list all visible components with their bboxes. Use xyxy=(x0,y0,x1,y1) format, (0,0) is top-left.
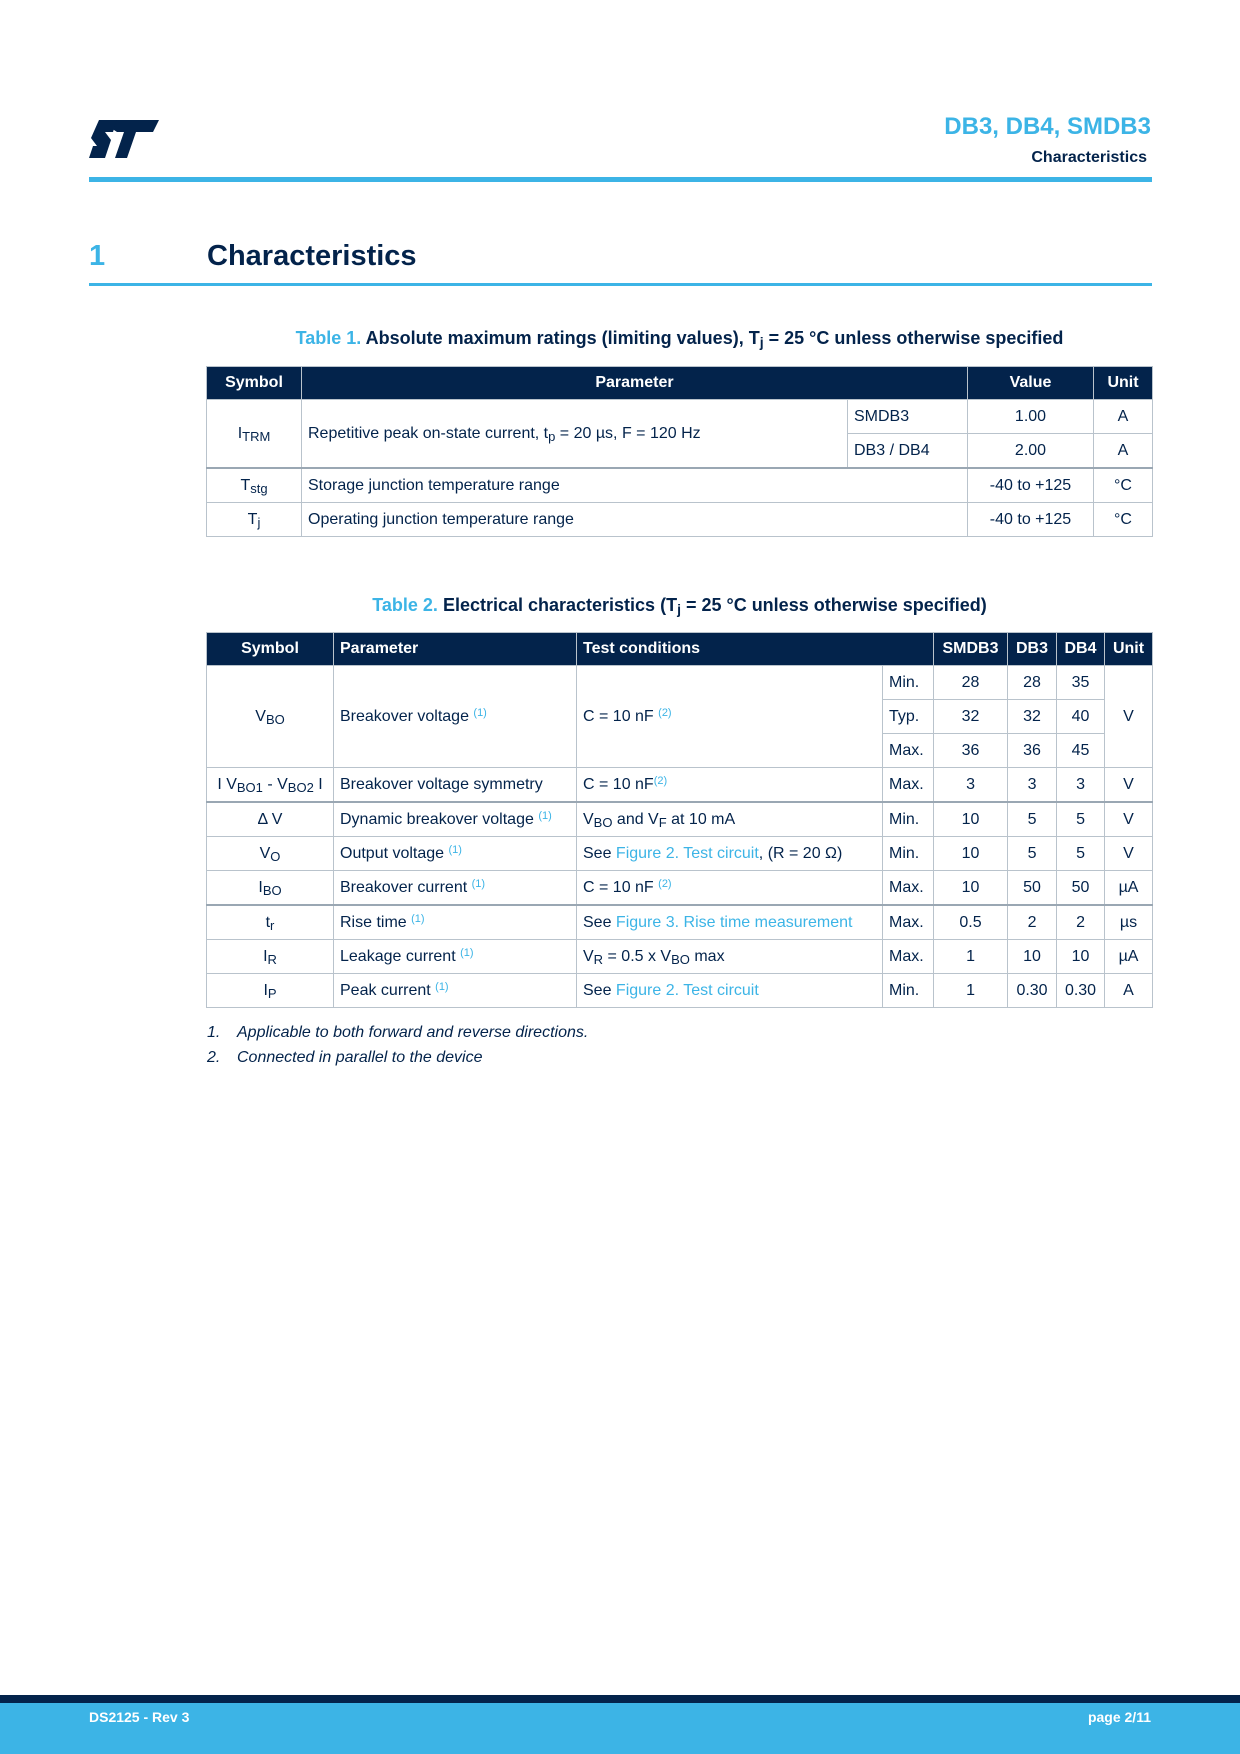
symbol-subscript: O xyxy=(270,848,281,864)
section-title: Characteristics xyxy=(207,240,417,272)
conditions-text: See xyxy=(583,981,616,999)
symbol-subscript: R xyxy=(267,951,277,967)
unit-cell: A xyxy=(1094,400,1153,434)
table-header-row xyxy=(207,633,1153,666)
unit-cell: A xyxy=(1094,434,1153,469)
unit-cell: A xyxy=(1105,974,1153,1008)
conditions-cell xyxy=(577,974,883,1008)
symbol-cell xyxy=(207,871,334,906)
col-parameter: Parameter xyxy=(334,633,577,666)
conditions-cell xyxy=(577,802,883,837)
conditions-text: and V xyxy=(612,810,659,828)
symbol-subscript: TRM xyxy=(242,428,271,444)
table-row xyxy=(207,768,1153,803)
unit-cell: V xyxy=(1105,802,1153,837)
symbol-subscript: BO xyxy=(262,882,282,898)
parameter-cell: Breakover voltage symmetry xyxy=(334,768,577,803)
table-row xyxy=(207,802,1153,837)
parameter-cell: Operating junction temperature range xyxy=(302,503,968,537)
conditions-text: at 10 mA xyxy=(666,810,736,828)
conditions-text: See xyxy=(583,844,616,862)
conditions-text: See xyxy=(583,913,616,931)
limit-cell: Max. xyxy=(883,940,934,974)
table-row xyxy=(207,871,1153,906)
parameter-text: Breakover current xyxy=(340,878,472,896)
table-notes xyxy=(207,1020,588,1070)
col-symbol: Symbol xyxy=(207,367,302,400)
unit-cell: V xyxy=(1105,666,1153,768)
parameter-text: Rise time xyxy=(340,913,412,931)
note-number: 1. xyxy=(207,1023,221,1041)
db3-value: 32 xyxy=(1008,700,1057,734)
conditions-cell xyxy=(577,905,883,940)
symbol-subscript: r xyxy=(270,917,275,933)
symbol-text: I xyxy=(263,981,268,999)
figure-2-link[interactable]: Figure 2. Test circuit xyxy=(615,981,759,999)
parameter-text: Peak current xyxy=(340,981,436,999)
symbol-cell xyxy=(207,974,334,1008)
footnote-ref[interactable]: (1) xyxy=(435,980,449,993)
value-cell: 2.00 xyxy=(968,434,1094,469)
parameter-text-end: = 20 µs, F = 120 Hz xyxy=(555,424,701,442)
symbol-text: - V xyxy=(262,775,288,793)
col-unit: Unit xyxy=(1105,633,1153,666)
figure-3-link[interactable]: Figure 3. Rise time measurement xyxy=(615,913,853,931)
col-db4: DB4 xyxy=(1057,633,1105,666)
unit-cell: °C xyxy=(1094,503,1153,537)
table1-caption-text: Absolute maximum ratings (limiting values), T xyxy=(365,328,760,348)
document-id: DS2125 - Rev 3 xyxy=(89,1709,190,1725)
db4-value: 40 xyxy=(1057,700,1105,734)
db4-value: 5 xyxy=(1057,837,1105,871)
col-value: Value xyxy=(968,367,1094,400)
parameter-subscript: p xyxy=(548,428,556,444)
smdb3-value: 1 xyxy=(934,940,1008,974)
note-text: Applicable to both forward and reverse directions. xyxy=(237,1023,589,1041)
variant-cell: SMDB3 xyxy=(848,400,968,434)
symbol-text: I xyxy=(313,775,323,793)
table-row xyxy=(207,400,1153,434)
symbol-subscript: BO1 xyxy=(236,779,263,795)
table1-caption-label[interactable]: Table 1. xyxy=(295,328,362,348)
col-unit: Unit xyxy=(1094,367,1153,400)
table2-caption-text-end: = 25 °C unless otherwise specified) xyxy=(680,595,987,615)
conditions-cell xyxy=(577,768,883,803)
symbol-text: V xyxy=(255,707,266,725)
limit-cell: Max. xyxy=(883,871,934,906)
footnote-ref[interactable]: (1) xyxy=(538,809,552,822)
db3-value: 10 xyxy=(1008,940,1057,974)
st-logo-icon xyxy=(89,120,159,158)
symbol-cell xyxy=(207,468,302,503)
symbol-text: I xyxy=(237,424,243,442)
parameter-cell xyxy=(334,802,577,837)
parameter-text: Leakage current xyxy=(340,947,461,965)
smdb3-value: 10 xyxy=(934,802,1008,837)
conditions-text: max xyxy=(689,947,725,965)
symbol-cell xyxy=(207,503,302,537)
table2-caption-text: Electrical characteristics (T xyxy=(442,595,678,615)
db4-value: 2 xyxy=(1057,905,1105,940)
symbol-text: T xyxy=(240,476,251,494)
conditions-text: V xyxy=(583,947,594,965)
variant-cell: DB3 / DB4 xyxy=(848,434,968,469)
conditions-cell xyxy=(577,940,883,974)
parameter-cell: Storage junction temperature range xyxy=(302,468,968,503)
symbol-subscript: j xyxy=(257,514,261,530)
smdb3-value: 1 xyxy=(934,974,1008,1008)
table1-caption-sub: j xyxy=(759,334,764,350)
table2-caption-sub: j xyxy=(677,601,681,617)
col-symbol: Symbol xyxy=(207,633,334,666)
symbol-text: I xyxy=(258,878,263,896)
parameter-text: Breakover voltage xyxy=(340,707,474,725)
limit-cell: Max. xyxy=(883,734,934,768)
unit-cell: V xyxy=(1105,768,1153,803)
table-row xyxy=(207,468,1153,503)
db3-value: 50 xyxy=(1008,871,1057,906)
electrical-characteristics-table xyxy=(206,632,1153,1008)
db4-value: 5 xyxy=(1057,802,1105,837)
section-rule xyxy=(89,283,1152,286)
absolute-maximum-ratings-table xyxy=(206,366,1153,537)
symbol-text: V xyxy=(259,844,271,862)
db3-value: 5 xyxy=(1008,837,1057,871)
db4-value: 0.30 xyxy=(1057,974,1105,1008)
conditions-text: , (R = 20 Ω) xyxy=(758,844,843,862)
footnote-ref[interactable]: (2) xyxy=(658,877,672,890)
conditions-text: C = 10 nF xyxy=(583,707,659,725)
db3-value: 28 xyxy=(1008,666,1057,700)
table2-caption-label[interactable]: Table 2. xyxy=(372,595,438,615)
unit-cell: V xyxy=(1105,837,1153,871)
conditions-text: = 0.5 x V xyxy=(603,947,672,965)
smdb3-value: 10 xyxy=(934,871,1008,906)
table1-caption-text-end: = 25 °C unless otherwise specified xyxy=(763,328,1064,348)
conditions-text: C = 10 nF xyxy=(583,878,659,896)
footer-rule xyxy=(0,1695,1240,1703)
unit-cell: °C xyxy=(1094,468,1153,503)
value-cell: 1.00 xyxy=(968,400,1094,434)
section-number: 1 xyxy=(89,240,106,272)
symbol-cell xyxy=(207,400,302,469)
unit-cell: µA xyxy=(1105,871,1153,906)
value-cell: -40 to +125 xyxy=(968,468,1094,503)
page-number: page 2/11 xyxy=(1087,1709,1151,1725)
db3-value: 0.30 xyxy=(1008,974,1057,1008)
unit-cell: µA xyxy=(1105,940,1153,974)
conditions-cell xyxy=(577,837,883,871)
limit-cell: Min. xyxy=(883,666,934,700)
note-number: 2. xyxy=(207,1048,221,1066)
symbol-subscript: stg xyxy=(250,480,268,496)
db3-value: 36 xyxy=(1008,734,1057,768)
conditions-cell xyxy=(577,871,883,906)
footnote-ref[interactable]: (2) xyxy=(658,706,672,719)
parameter-cell xyxy=(334,974,577,1008)
limit-cell: Typ. xyxy=(883,700,934,734)
footnote-ref[interactable]: (1) xyxy=(473,706,487,719)
db4-value: 35 xyxy=(1057,666,1105,700)
db3-value: 2 xyxy=(1008,905,1057,940)
footnote-ref[interactable]: (1) xyxy=(471,877,486,890)
conditions-cell xyxy=(577,666,883,768)
smdb3-value: 32 xyxy=(934,700,1008,734)
table-row xyxy=(207,974,1153,1008)
symbol-cell: Δ V xyxy=(207,802,334,837)
symbol-cell xyxy=(207,768,334,803)
parameter-cell xyxy=(334,837,577,871)
table-row xyxy=(207,905,1153,940)
parameter-cell xyxy=(334,940,577,974)
table-row xyxy=(207,940,1153,974)
limit-cell: Max. xyxy=(883,905,934,940)
symbol-subscript: BO2 xyxy=(287,779,314,795)
symbol-cell xyxy=(207,905,334,940)
table-row xyxy=(207,503,1153,537)
note-item xyxy=(207,1045,588,1070)
limit-cell: Min. xyxy=(883,974,934,1008)
footnote-ref[interactable]: (2) xyxy=(653,774,668,787)
conditions-subscript: BO xyxy=(671,951,690,967)
note-item xyxy=(207,1020,588,1045)
footnote-ref[interactable]: (1) xyxy=(460,946,474,959)
parameter-cell xyxy=(302,400,848,469)
table2-caption xyxy=(207,595,1152,616)
note-text: Connected in parallel to the device xyxy=(237,1048,483,1066)
conditions-text: C = 10 nF xyxy=(583,775,654,793)
unit-cell: µs xyxy=(1105,905,1153,940)
document-subtitle: Characteristics xyxy=(1031,149,1147,166)
conditions-subscript: F xyxy=(658,814,667,830)
smdb3-value: 3 xyxy=(934,768,1008,803)
table-row xyxy=(207,666,1153,700)
col-parameter: Parameter xyxy=(302,367,968,400)
smdb3-value: 10 xyxy=(934,837,1008,871)
db4-value: 45 xyxy=(1057,734,1105,768)
figure-2-link[interactable]: Figure 2. Test circuit xyxy=(615,844,759,862)
footnote-ref[interactable]: (1) xyxy=(448,843,462,856)
parameter-text: Repetitive peak on-state current, t xyxy=(308,424,549,442)
value-cell: -40 to +125 xyxy=(968,503,1094,537)
parameter-text: Dynamic breakover voltage xyxy=(340,810,539,828)
symbol-cell xyxy=(207,837,334,871)
col-smdb3: SMDB3 xyxy=(934,633,1008,666)
db4-value: 10 xyxy=(1057,940,1105,974)
document-title: DB3, DB4, SMDB3 xyxy=(944,113,1151,140)
symbol-subscript: BO xyxy=(265,711,285,727)
table-row xyxy=(207,837,1153,871)
col-db3: DB3 xyxy=(1008,633,1057,666)
symbol-text: I V xyxy=(217,775,237,793)
symbol-text: I xyxy=(263,947,268,965)
smdb3-value: 28 xyxy=(934,666,1008,700)
limit-cell: Min. xyxy=(883,802,934,837)
table1-caption xyxy=(207,328,1152,349)
footnote-ref[interactable]: (1) xyxy=(411,912,425,925)
conditions-subscript: R xyxy=(593,951,604,967)
symbol-cell xyxy=(207,940,334,974)
smdb3-value: 0.5 xyxy=(934,905,1008,940)
parameter-cell xyxy=(334,905,577,940)
conditions-text: V xyxy=(583,810,594,828)
header-rule xyxy=(89,177,1152,182)
symbol-cell xyxy=(207,666,334,768)
symbol-text: t xyxy=(265,913,271,931)
db4-value: 3 xyxy=(1057,768,1105,803)
symbol-subscript: P xyxy=(267,985,277,1001)
parameter-cell xyxy=(334,666,577,768)
conditions-subscript: BO xyxy=(593,814,613,830)
parameter-cell xyxy=(334,871,577,906)
symbol-text: T xyxy=(247,510,258,528)
parameter-text: Output voltage xyxy=(340,844,449,862)
db4-value: 50 xyxy=(1057,871,1105,906)
smdb3-value: 36 xyxy=(934,734,1008,768)
db3-value: 3 xyxy=(1008,768,1057,803)
table-header-row xyxy=(207,367,1153,400)
limit-cell: Max. xyxy=(883,768,934,803)
limit-cell: Min. xyxy=(883,837,934,871)
col-test-conditions: Test conditions xyxy=(577,633,934,666)
db3-value: 5 xyxy=(1008,802,1057,837)
